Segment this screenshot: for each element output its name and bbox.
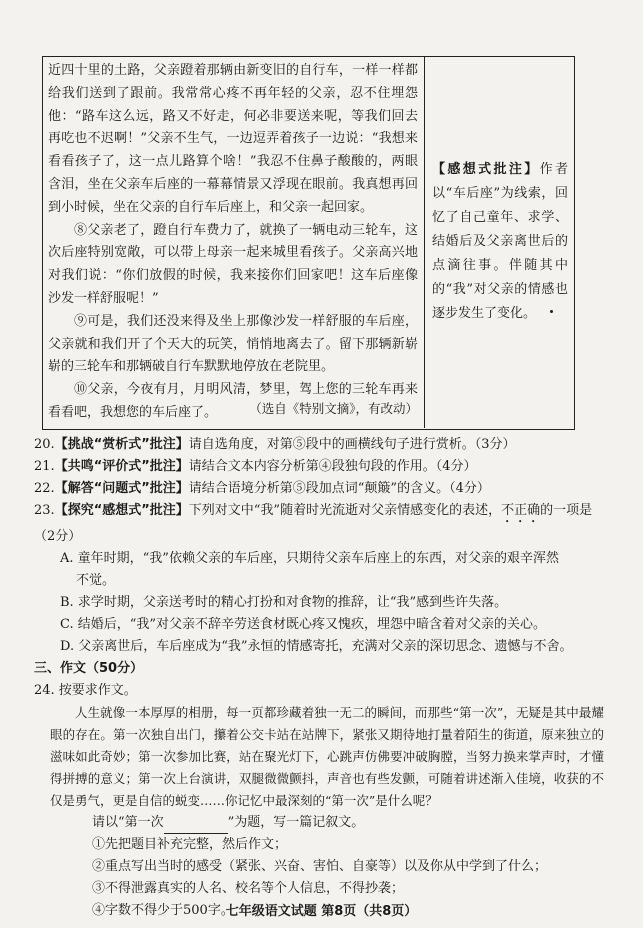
requirement-3: ③不得泄露真实的人名、校名等个人信息，不得抄袭； — [92, 881, 405, 896]
question-20 — [34, 434, 604, 456]
title-blank — [164, 819, 228, 834]
annotation-text: 作者以“车后座”为线索，回忆了自己童年、求学、结婚后及父亲离世后的点滴往事。伴随其中的“我”对父亲的情感也逐步发生了变化。 — [432, 162, 568, 321]
question-22 — [34, 478, 604, 500]
question-tag: 【探究“感想式”批注】 — [54, 503, 189, 518]
option-c: C. 结婚后，“我”对父亲不辞辛劳送食材既心疼又愧疚，埋怨中暗含着对父亲的关心。 — [60, 617, 547, 632]
passage-source: （选自《特别文摘》，有改动） — [249, 401, 418, 416]
frame-divider — [424, 56, 425, 428]
question-text: 的一项是（2分） — [34, 503, 593, 544]
question-tag: 【共鸣“评价式”批注】 — [54, 459, 189, 474]
section-heading: 三、作文（50分） — [34, 661, 144, 676]
question-text: 下列对文中“我”随着时光流逝对父亲情感变化的表述， — [188, 503, 502, 518]
requirement-2: ②重点写出当时的感受（紧张、兴奋、害怕、自豪等）以及你从中学到了什么； — [92, 859, 548, 874]
annotation-sidebar — [432, 158, 568, 326]
reading-passage — [48, 60, 418, 425]
question-number: 22. — [34, 481, 55, 496]
essay-prompt: 人生就像一本厚厚的相册，每一页都珍藏着独一无二的瞬间，而那些“第一次”，无疑是其中最耀眼的存在。第一次独自出门，攥着公交卡站在站牌下，紧张又期待地打量着陌生的街道，原来独立的滋味如此奇妙；第一次参加比赛，站在聚光灯下，心跳声仿佛要冲破胸膛，当努力换来掌声时，才懂得拼搏的意义；第一次上台演讲，双腿微微颤抖，声音也有些发颤，可随着讲述渐入佳境，收获的不仅是勇气，更是自信的蜕变……你记忆中最深刻的“第一次”是什么呢？ — [50, 705, 604, 808]
question-number: 20. — [34, 437, 55, 452]
requirement-1: ①先把题目补充完整，然后作文； — [92, 837, 288, 852]
requirement-4: ④字数不得少于500字。 — [92, 903, 234, 918]
question-21 — [34, 456, 604, 478]
task-text: ”为题，写一篇记叙文。 — [227, 815, 365, 830]
question-23 — [34, 500, 604, 548]
question-list — [34, 434, 604, 922]
passage-paragraph-9: ⑨可是，我们还没来得及坐上那像沙发一样舒服的车后座，父亲就和我们开了个天大的玩笑，悄悄地离去了。留下那辆新崭崭的三轮车和那辆破自行车默默地停放在老院里。 — [48, 313, 418, 375]
annotation-tag: 【感想式批注】 — [432, 162, 540, 177]
question-tag: 【解答“问题式”批注】 — [54, 481, 189, 496]
emphasized-text: 不正确 — [501, 503, 541, 518]
page-footer: 七年级语文试题 第8页（共8页） — [225, 904, 418, 919]
passage-paragraph-10: ⑩父亲，今夜有月，月明风清，梦里，驾上您的三轮车再来看看吧，我想您的车后座了。 — [48, 382, 418, 420]
stray-dot — [550, 310, 553, 313]
essay-task — [34, 812, 604, 834]
question-tag: 【挑战“赏析式”批注】 — [54, 437, 189, 452]
question-number: 21. — [34, 459, 55, 474]
question-text: 请结合语境分析第⑤段加点词“颠簸”的含义。（4分） — [188, 481, 490, 496]
option-d: D. 父亲离世后，车后座成为“我”永恒的情感寄托，充满对父亲的深切思念、遗憾与不舍。 — [60, 639, 573, 654]
question-24: 24. 按要求作文。 — [34, 683, 137, 698]
question-text: 请结合文本内容分析第④段独句段的作用。（4分） — [188, 459, 477, 474]
question-text: 请自选角度，对第⑤段中的画横线句子进行赏析。（3分） — [188, 437, 516, 452]
question-number: 23. — [34, 503, 55, 518]
option-b: B. 求学时期，父亲送考时的精心打扮和对食物的推辞，让“我”感到些许失落。 — [60, 595, 508, 610]
passage-paragraph-8: ⑧父亲老了，蹬自行车费力了，就换了一辆电动三轮车，这次后座特别宽敞，可以带上母亲一起来城里看孩子。父亲高兴地对我们说：“你们放假的时候，我来接你们回家吧！这车后座像沙发一样舒服呢！” — [48, 222, 418, 306]
option-a: A. 童年时期，“我”依赖父亲的车后座，只期待父亲车后座上的东西，对父亲的艰辛浑然 — [60, 551, 559, 566]
passage-paragraph-7: 近四十里的土路，父亲蹬着那辆由新变旧的自行车，一样一样都给我们送到了跟前。我常常心疼不再年轻的父亲，忍不住埋怨他：“路车这么远，路又不好走，何必非要送来呢，等我们回去再吃也不迟啊！”父亲不生气，一边逗弄着孩子一边说：“我想来看看孩子了，这一点儿路算个啥！”我忍不住鼻子酸酸的，两眼含泪，坐在父亲车后座的一幕幕情景又浮现在眼前。我真想再回到小时候，坐在父亲的自行车后座上，和父亲一起回家。 — [48, 63, 418, 215]
task-text: 请以“第一次 — [92, 815, 164, 830]
option-a-continued: 不觉。 — [76, 573, 116, 588]
